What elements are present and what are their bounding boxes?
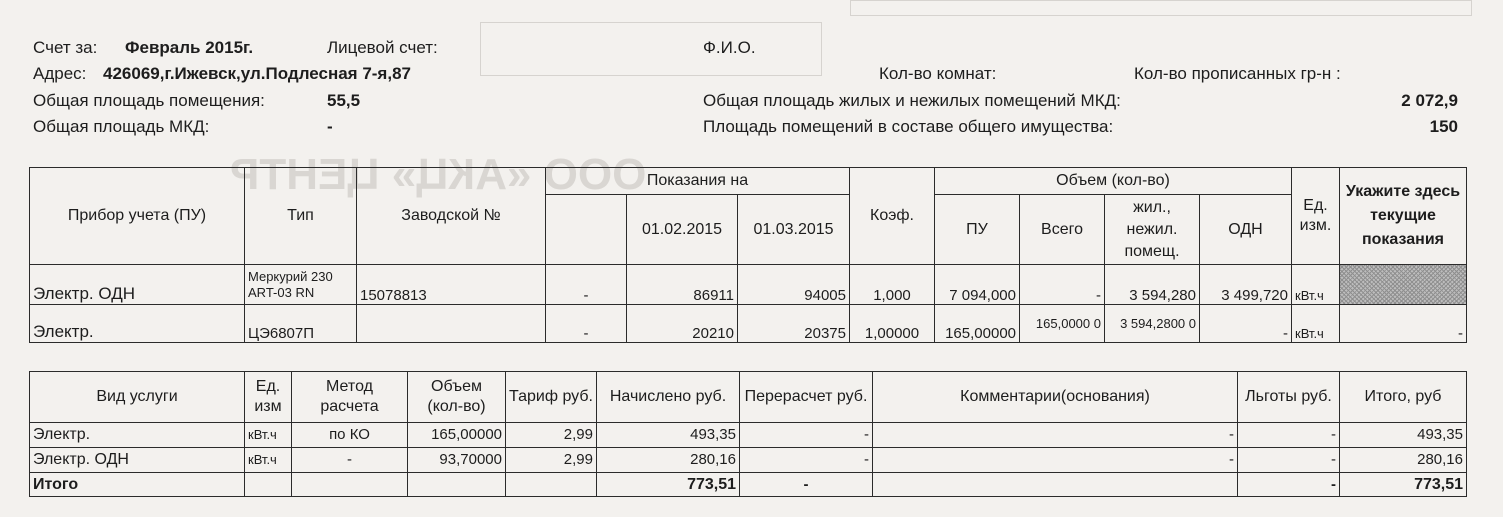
- service-volume: 93,70000: [408, 448, 506, 473]
- meter-reading1: 86911: [627, 265, 738, 305]
- header-benefits: Льготы руб.: [1238, 372, 1340, 423]
- header-unit: Ед. изм.: [1292, 168, 1340, 265]
- meter-coef: 1,000: [850, 265, 935, 305]
- bleed-through-stamp: ООО «АКЦ» ЦЕНТР: [230, 150, 647, 199]
- totals-empty-cell: [873, 473, 1238, 497]
- meter-type: ЦЭ6807П: [245, 305, 357, 343]
- meter-serial: [357, 305, 546, 343]
- service-unit: кВт.ч: [245, 448, 292, 473]
- header-serial: Заводской №: [357, 168, 546, 265]
- address-value: 426069,г.Ижевск,ул.Подлесная 7-я,87: [103, 64, 411, 83]
- services-table: [29, 371, 1467, 497]
- totals-empty-cell: [292, 473, 408, 497]
- service-tariff: 2,99: [506, 423, 597, 448]
- service-comments: -: [873, 448, 1238, 473]
- meter-serial: 15078813: [357, 265, 546, 305]
- header-odn: ОДН: [1200, 195, 1292, 265]
- service-benefits: -: [1238, 448, 1340, 473]
- service-method: по КО: [292, 423, 408, 448]
- totals-label: Итого: [30, 473, 245, 497]
- header-readings-blank: [546, 195, 627, 265]
- header-unit: Ед. изм: [245, 372, 292, 423]
- meter-pu: 165,00000: [935, 305, 1020, 343]
- service-comments: -: [873, 423, 1238, 448]
- rooms-label: Кол-во комнат:: [879, 64, 997, 83]
- meter-coef: 1,00000: [850, 305, 935, 343]
- header-comments: Комментарии(основания): [873, 372, 1238, 423]
- header-pu: ПУ: [935, 195, 1020, 265]
- totals-total: 773,51: [1340, 473, 1467, 497]
- common-area-label: Площадь помещений в составе общего имущества:: [703, 117, 1114, 136]
- totals-row: [30, 473, 1467, 497]
- table-row: [30, 448, 1467, 473]
- registered-label: Кол-во прописанных гр-н :: [1134, 64, 1341, 83]
- area-value: 55,5: [327, 91, 361, 110]
- header-tariff: Тариф руб.: [506, 372, 597, 423]
- header-type: Тип: [245, 168, 357, 265]
- service-unit: кВт.ч: [245, 423, 292, 448]
- table-row: [30, 423, 1467, 448]
- meter-blank: -: [546, 305, 627, 343]
- header-recalc: Перерасчет руб.: [740, 372, 873, 423]
- meter-odn: -: [1200, 305, 1292, 343]
- service-charged: 493,35: [597, 423, 740, 448]
- meter-reading1: 20210: [627, 305, 738, 343]
- meter-residential: 3 594,280: [1105, 265, 1200, 305]
- header-method: Метод расчета: [292, 372, 408, 423]
- totals-empty-cell: [408, 473, 506, 497]
- header-service: Вид услуги: [30, 372, 245, 423]
- service-name: Электр.: [30, 423, 245, 448]
- mkd-rooms-area-value: 2 072,9: [1401, 91, 1458, 110]
- totals-empty-cell: [245, 473, 292, 497]
- header-coef: Коэф.: [850, 168, 935, 265]
- service-tariff: 2,99: [506, 448, 597, 473]
- header-date1: 01.02.2015: [627, 195, 738, 265]
- meter-current-input[interactable]: -: [1340, 305, 1467, 343]
- service-volume: 165,00000: [408, 423, 506, 448]
- totals-recalc: -: [740, 473, 873, 497]
- header-date2: 01.03.2015: [738, 195, 850, 265]
- fio-label: Ф.И.О.: [703, 38, 756, 57]
- meter-residential: 3 594,2800 0: [1105, 305, 1200, 343]
- table-row: [30, 305, 1467, 343]
- address-label: Адрес:: [33, 64, 87, 83]
- service-method: -: [292, 448, 408, 473]
- account-label: Лицевой счет:: [327, 38, 438, 57]
- common-area-value: 150: [1429, 117, 1458, 136]
- totals-empty-cell: [506, 473, 597, 497]
- meter-reading2: 94005: [738, 265, 850, 305]
- meters-table: [29, 167, 1467, 343]
- area-label: Общая площадь помещения:: [33, 91, 265, 110]
- service-benefits: -: [1238, 423, 1340, 448]
- bill-period: Февраль 2015г.: [125, 38, 254, 57]
- table-row: [30, 265, 1467, 305]
- header-device: Прибор учета (ПУ): [30, 168, 245, 265]
- header-volume: Объем (кол-во): [408, 372, 506, 423]
- meter-total: -: [1020, 265, 1105, 305]
- totals-charged: 773,51: [597, 473, 740, 497]
- service-name: Электр. ОДН: [30, 448, 245, 473]
- header-current-readings: Укажите здесь текущие показания: [1340, 168, 1467, 265]
- bill-label: Счет за:: [33, 38, 98, 57]
- bleed-through-box: [850, 0, 1472, 16]
- service-total: 493,35: [1340, 423, 1467, 448]
- meter-current-input-disabled: [1340, 265, 1467, 305]
- mkd-rooms-area-label: Общая площадь жилых и нежилых помещений МКД:: [703, 91, 1121, 110]
- mkd-area-value: -: [327, 117, 333, 136]
- meter-odn: 3 499,720: [1200, 265, 1292, 305]
- meter-device: Электр.: [30, 305, 245, 343]
- totals-benefits: -: [1238, 473, 1340, 497]
- header-total: Итого, руб: [1340, 372, 1467, 423]
- service-total: 280,16: [1340, 448, 1467, 473]
- header-total: Всего: [1020, 195, 1105, 265]
- header-charged: Начислено руб.: [597, 372, 740, 423]
- meter-pu: 7 094,000: [935, 265, 1020, 305]
- meter-blank: -: [546, 265, 627, 305]
- meter-unit: кВт.ч: [1292, 265, 1340, 305]
- mkd-area-label: Общая площадь МКД:: [33, 117, 210, 136]
- meter-total: 165,0000 0: [1020, 305, 1105, 343]
- service-recalc: -: [740, 423, 873, 448]
- service-charged: 280,16: [597, 448, 740, 473]
- meter-unit: кВт.ч: [1292, 305, 1340, 343]
- service-recalc: -: [740, 448, 873, 473]
- meter-type: Меркурий 230 ART-03 RN: [245, 265, 357, 305]
- header-volume-group: Объем (кол-во): [935, 168, 1292, 195]
- header-residential: жил., нежил. помещ.: [1105, 195, 1200, 265]
- bleed-through-box: [480, 22, 822, 76]
- meter-device: Электр. ОДН: [30, 265, 245, 305]
- meter-reading2: 20375: [738, 305, 850, 343]
- header-readings-group: Показания на: [546, 168, 850, 195]
